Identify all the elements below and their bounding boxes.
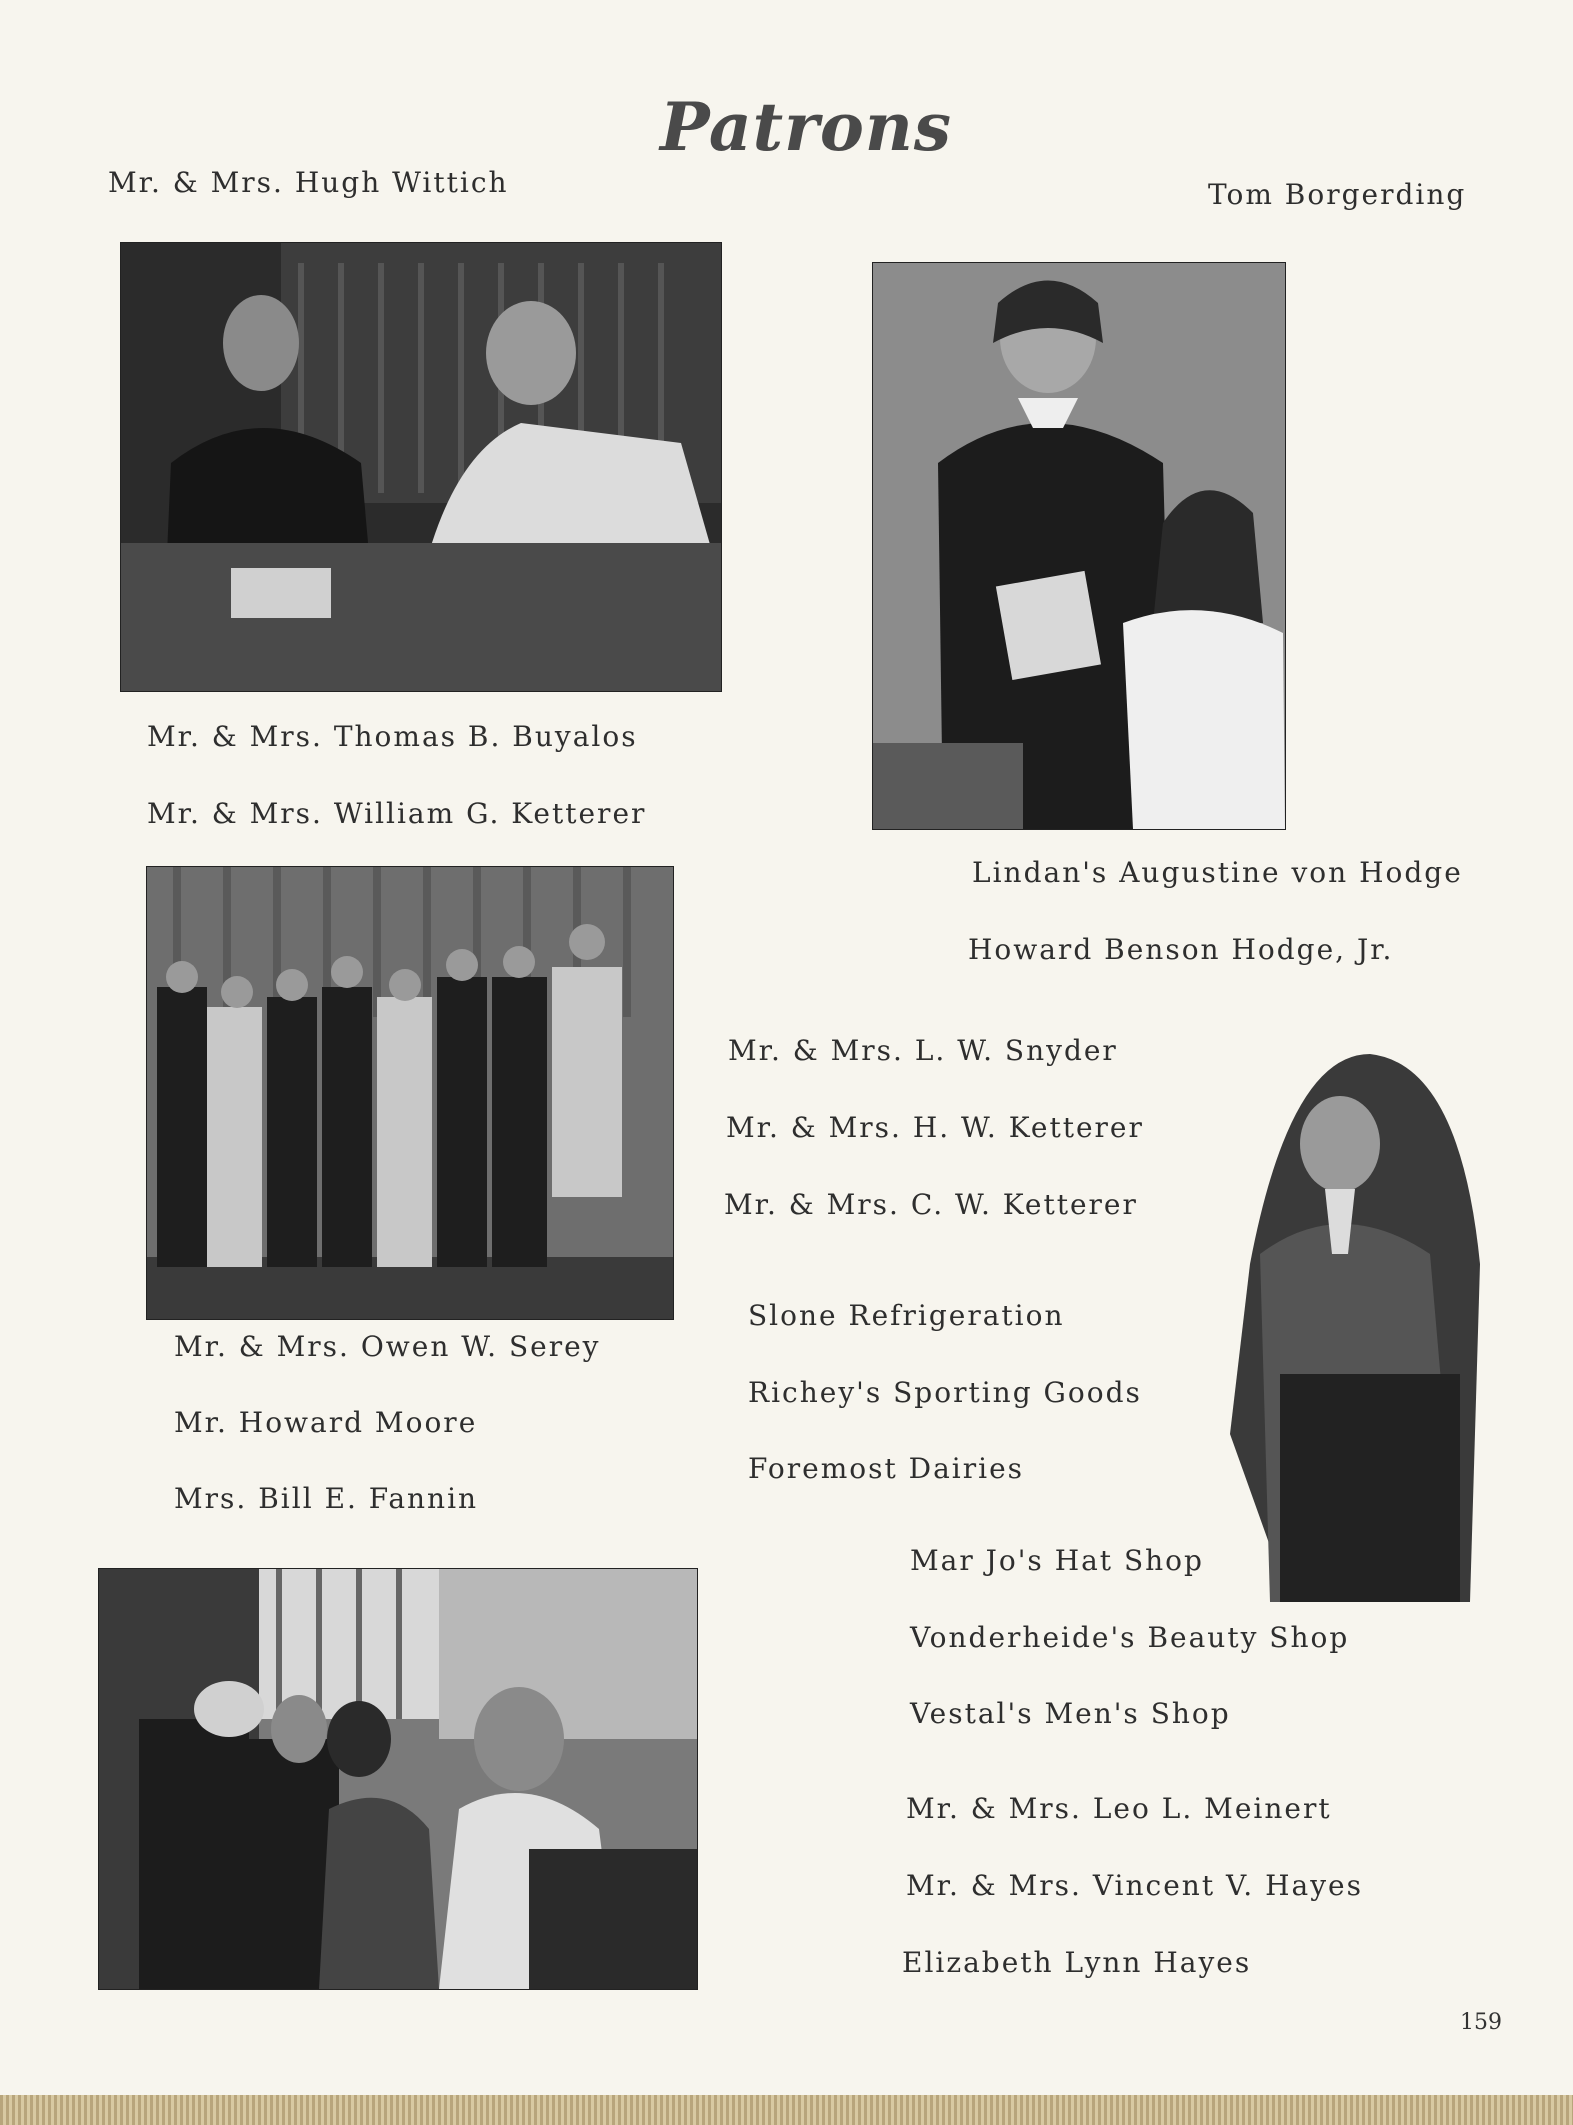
patron-name: Mr. & Mrs. William G. Ketterer (147, 797, 647, 830)
patron-name: Mr. & Mrs. C. W. Ketterer (724, 1188, 1138, 1221)
photo-library-desk (120, 242, 722, 692)
patron-name: Mr. & Mrs. Leo L. Meinert (906, 1792, 1332, 1825)
patron-name: Mrs. Bill E. Fannin (174, 1482, 479, 1515)
patron-name: Tom Borgerding (1208, 178, 1467, 211)
patron-name: Mr. & Mrs. L. W. Snyder (728, 1034, 1118, 1067)
patron-name: Mr. & Mrs. Vincent V. Hayes (906, 1869, 1363, 1902)
page-edge (0, 2095, 1573, 2125)
patron-name: Vonderheide's Beauty Shop (910, 1621, 1350, 1654)
page-number: 159 (1460, 2010, 1502, 2035)
patron-name: Richey's Sporting Goods (748, 1376, 1142, 1409)
photo-girls-reading (872, 262, 1286, 830)
page-title: Patrons (660, 88, 953, 166)
patron-name: Mr. & Mrs. H. W. Ketterer (726, 1111, 1144, 1144)
patron-name: Vestal's Men's Shop (910, 1697, 1231, 1730)
photo-stage-group (146, 866, 674, 1320)
patron-name: Elizabeth Lynn Hayes (902, 1946, 1252, 1979)
patron-name: Mr. & Mrs. Owen W. Serey (174, 1330, 601, 1363)
patron-name: Mr. & Mrs. Hugh Wittich (108, 166, 509, 199)
patron-name: Lindan's Augustine von Hodge (972, 856, 1463, 889)
patron-name: Mr. Howard Moore (174, 1406, 478, 1439)
patron-name: Slone Refrigeration (748, 1299, 1065, 1332)
photo-young-man (1230, 1054, 1480, 1602)
patron-name: Mar Jo's Hat Shop (910, 1544, 1204, 1577)
photo-seated-group (98, 1568, 698, 1990)
patron-name: Howard Benson Hodge, Jr. (968, 933, 1394, 966)
patron-name: Mr. & Mrs. Thomas B. Buyalos (147, 720, 638, 753)
patron-name: Foremost Dairies (748, 1452, 1025, 1485)
